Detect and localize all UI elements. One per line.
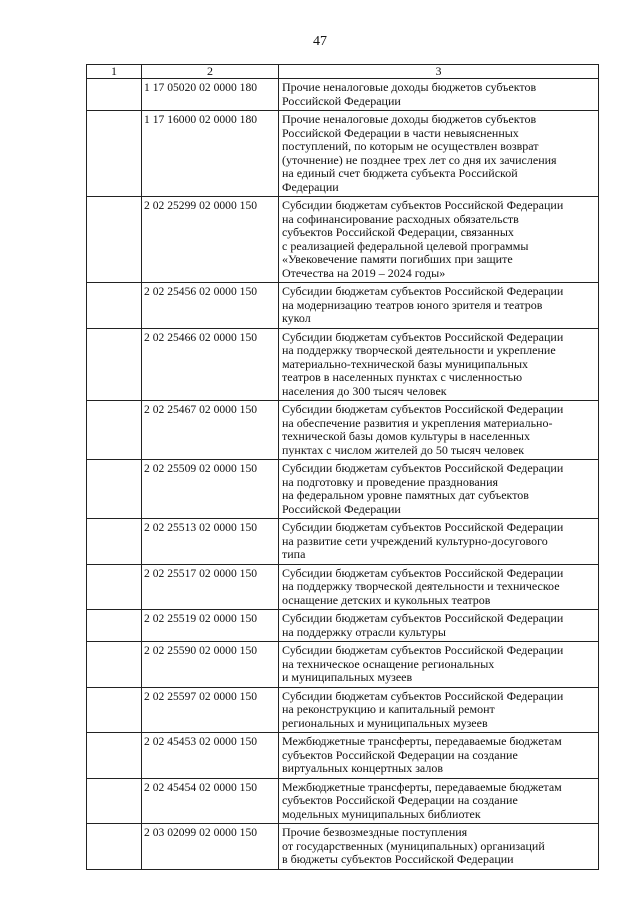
description-line: виртуальных концертных залов [282,761,444,775]
description-line: Субсидии бюджетам субъектов Российской Федерации [282,688,564,703]
budget-code: 1 17 05020 02 0000 180 [142,79,279,111]
description-line: на реконструкцию и капитальный ремонт [282,702,495,716]
budget-code: 1 17 16000 02 0000 180 [142,111,279,197]
revenue-description [279,642,599,688]
budget-code: 2 03 02099 02 0000 150 [142,824,279,870]
description-line: Прочие неналоговые доходы бюджетов субъектов [282,80,537,94]
empty-cell [87,401,142,460]
revenue-description [279,778,599,824]
description-line: Прочие неналоговые доходы бюджетов субъектов [282,112,537,126]
description-line: субъектов Российской Федерации на создание [282,747,518,762]
empty-cell [87,733,142,779]
description-line: Межбюджетные трансферты, передаваемые бюджетам [282,779,562,794]
revenue-description [279,687,599,733]
table-row [87,328,599,401]
table-row [87,401,599,460]
description-line: Федерации [282,179,339,194]
table-row [87,778,599,824]
description-line: технической базы домов культуры в населенных [282,429,530,443]
empty-cell [87,197,142,283]
description-line: на поддержку творческой деятельности и укрепление [282,343,556,357]
description-line: субъектов Российской Федерации на создание [282,793,518,807]
description-line: типа [282,547,306,561]
table-row [87,610,599,642]
description-line: на подготовку и проведение празднования [282,474,499,489]
table-row [87,283,599,329]
description-line: Субсидии бюджетам субъектов Российской Федерации [282,611,564,625]
description-line: поступлений, по которым не осуществлен возврат [282,139,539,153]
description-line: Отечества на 2019 – 2024 годы» [282,265,446,280]
budget-code: 2 02 25299 02 0000 150 [142,197,279,283]
description-line: на софинансирование расходных обязательств [282,211,519,226]
budget-code: 2 02 25456 02 0000 150 [142,283,279,329]
header-col-3: 3 [279,65,599,79]
description-line: Прочие безвозмездные поступления [282,825,468,839]
description-line: субъектов Российской Федерации, связанных [282,225,514,239]
description-line: на поддержку отрасли культуры [282,624,446,639]
budget-code: 2 02 25466 02 0000 150 [142,328,279,401]
description-line: Субсидии бюджетам субъектов Российской Федерации [282,329,564,344]
description-line: «Увековечение памяти погибших при защите [282,252,513,266]
empty-cell [87,564,142,610]
description-line: Межбюджетные трансферты, передаваемые бюджетам [282,734,562,748]
budget-code: 2 02 25509 02 0000 150 [142,460,279,519]
description-line: Субсидии бюджетам субъектов Российской Федерации [282,565,564,580]
budget-code: 2 02 45453 02 0000 150 [142,733,279,779]
description-line: на поддержку творческой деятельности и техническое [282,579,560,593]
description-line: Субсидии бюджетам субъектов Российской Федерации [282,520,564,534]
table-row [87,824,599,870]
description-line: с реализацией федеральной целевой программы [282,238,529,253]
table-header-row [87,65,599,79]
table-row [87,460,599,519]
empty-cell [87,283,142,329]
empty-cell [87,687,142,733]
budget-code: 2 02 25517 02 0000 150 [142,564,279,610]
description-line: театров в населенных пунктах с численностью [282,370,523,384]
budget-code: 2 02 25519 02 0000 150 [142,610,279,642]
revenue-description [279,564,599,610]
description-line: Российской Федерации [282,501,401,516]
page-number: 47 [313,34,327,49]
description-line: на техническое оснащение региональных [282,656,495,671]
description-line: Субсидии бюджетам субъектов Российской Федерации [282,284,564,298]
table-row [87,642,599,688]
description-line: на федеральном уровне памятных дат субъектов [282,488,529,502]
revenue-description [279,79,599,111]
description-line: населения до 300 тысяч человек [282,383,447,398]
empty-cell [87,79,142,111]
description-line: Субсидии бюджетам субъектов Российской Федерации [282,402,564,416]
description-line: Субсидии бюджетам субъектов Российской Федерации [282,461,564,475]
empty-cell [87,642,142,688]
empty-cell [87,824,142,870]
budget-code: 2 02 45454 02 0000 150 [142,778,279,824]
header-col-2: 2 [142,65,279,79]
table-row [87,519,599,565]
revenue-description [279,733,599,779]
revenue-description [279,111,599,197]
revenue-description [279,460,599,519]
revenue-description [279,519,599,565]
description-line: модельных муниципальных библиотек [282,806,481,821]
empty-cell [87,460,142,519]
budget-codes-table [86,64,599,870]
table-row [87,79,599,111]
revenue-description [279,401,599,460]
header-col-1: 1 [87,65,142,79]
description-line: на единый счет бюджета субъекта Российской [282,166,518,180]
description-line: от государственных (муниципальных) организаций [282,838,545,853]
empty-cell [87,111,142,197]
table-row [87,687,599,733]
empty-cell [87,328,142,401]
description-line: на обеспечение развития и укрепления материально- [282,415,553,430]
table-row [87,733,599,779]
empty-cell [87,519,142,565]
description-line: оснащение детских и кукольных театров [282,592,491,607]
revenue-description [279,610,599,642]
description-line: на развитие сети учреждений культурно-досугового [282,533,548,548]
table-row [87,197,599,283]
description-line: кукол [282,311,311,325]
revenue-description [279,328,599,401]
description-line: материально-технической базы муниципальных [282,356,529,371]
description-line: Субсидии бюджетам субъектов Российской Федерации [282,198,564,212]
table-row [87,111,599,197]
description-line: и муниципальных музеев [282,670,413,684]
table-row [87,564,599,610]
description-line: Российской Федерации [282,93,401,108]
description-line: Российской Федерации в части невыясненных [282,125,519,140]
description-line: (уточнение) не позднее трех лет со дня их зачисления [282,152,557,167]
revenue-description [279,824,599,870]
budget-code: 2 02 25597 02 0000 150 [142,687,279,733]
description-line: в бюджеты субъектов Российской Федерации [282,852,514,866]
budget-code: 2 02 25513 02 0000 150 [142,519,279,565]
empty-cell [87,610,142,642]
description-line: на модернизацию театров юного зрителя и театров [282,297,543,312]
empty-cell [87,778,142,824]
revenue-description [279,197,599,283]
description-line: региональных и муниципальных музеев [282,715,488,730]
budget-code: 2 02 25590 02 0000 150 [142,642,279,688]
budget-code: 2 02 25467 02 0000 150 [142,401,279,460]
description-line: пунктах с числом жителей до 50 тысяч человек [282,442,525,457]
description-line: Субсидии бюджетам субъектов Российской Федерации [282,643,564,657]
revenue-description [279,283,599,329]
